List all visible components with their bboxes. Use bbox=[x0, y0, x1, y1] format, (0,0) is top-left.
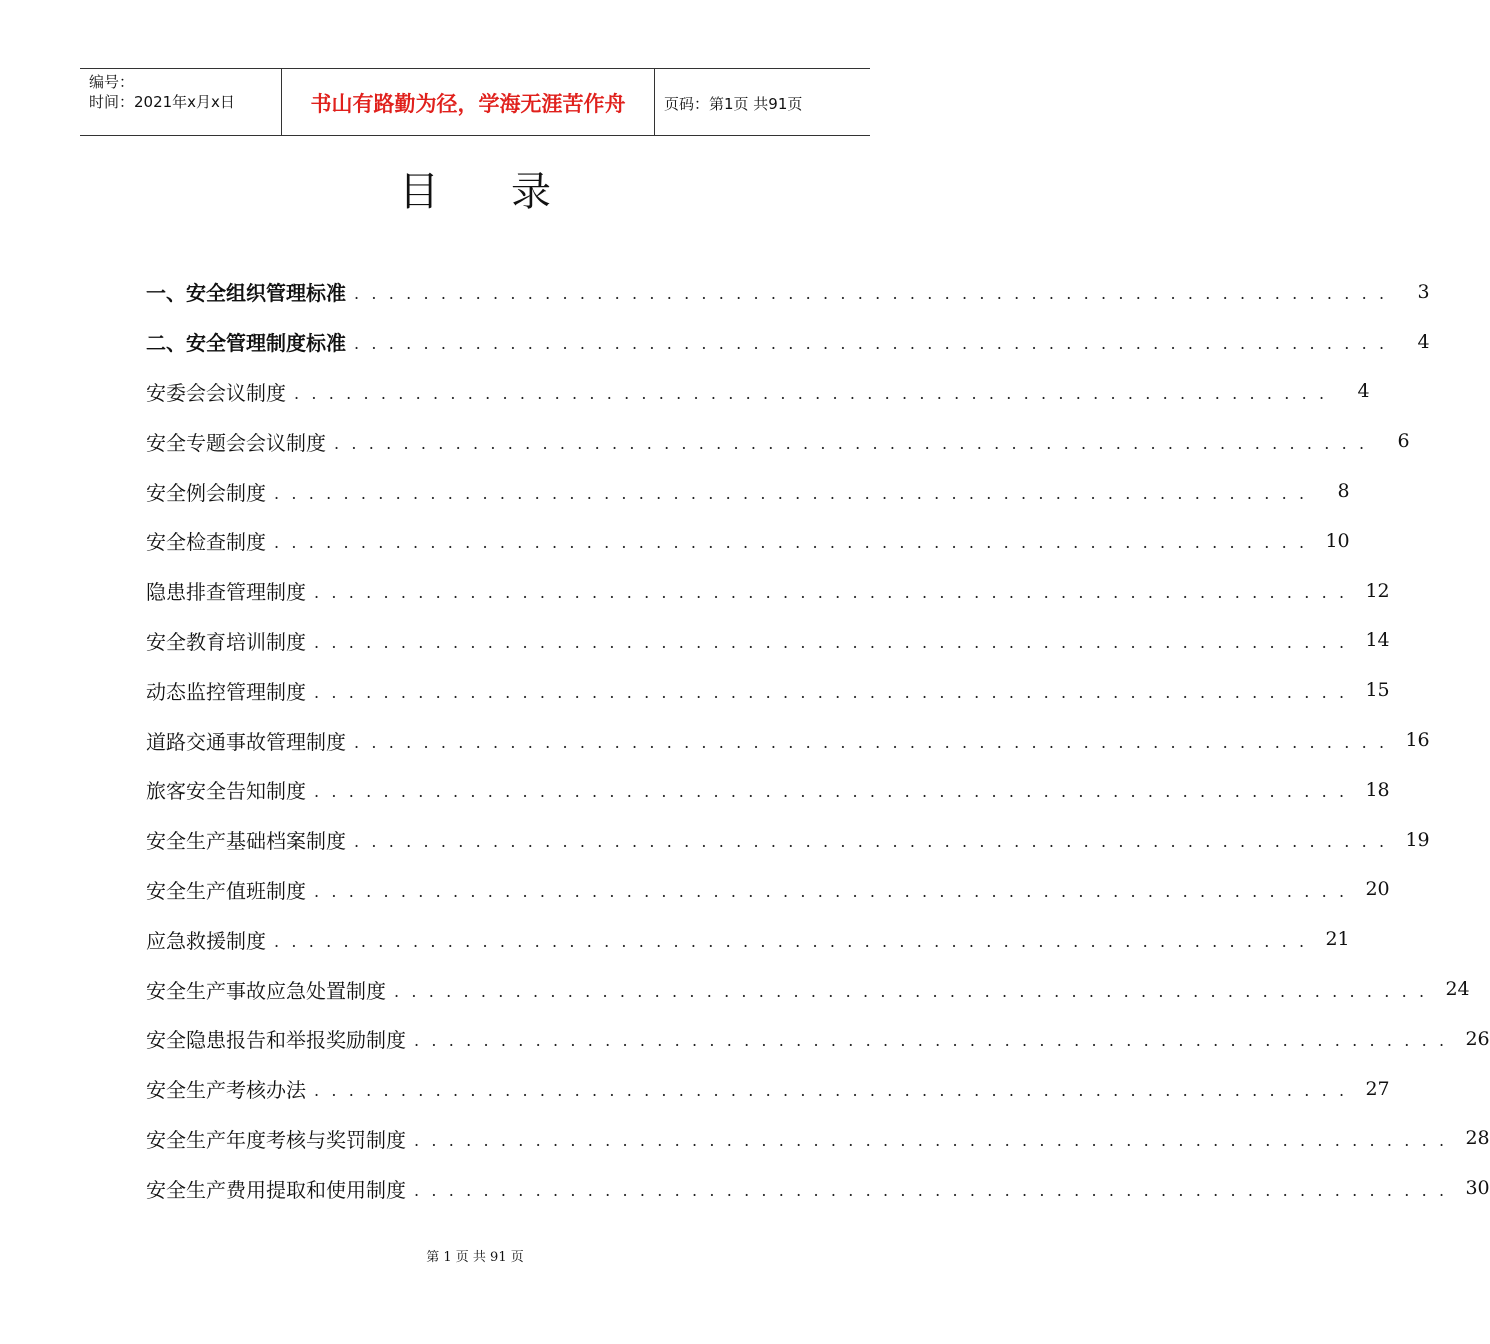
toc-dot-leader: . . . . . . . . . . . . . . . . . . . . . . . . . . . . . . . . . . . . . . . . . . . . . . . . . . . . . . . . . . . . bbox=[314, 682, 1348, 702]
document-number-label: 编号： bbox=[89, 73, 135, 91]
toc-entry-title: 安全教育培训制度 bbox=[146, 629, 306, 654]
toc-entry-title: 动态监控管理制度 bbox=[146, 679, 306, 704]
toc-entry-title: 安全生产年度考核与奖罚制度 bbox=[146, 1127, 406, 1152]
toc-entry-page: 28 bbox=[1465, 1127, 1490, 1150]
toc-entry-page: 14 bbox=[1365, 629, 1390, 652]
toc-entry[interactable] bbox=[146, 566, 1390, 616]
document-date-label: 时间：2021年x月x日 bbox=[89, 93, 235, 111]
toc-entry-page: 8 bbox=[1337, 480, 1350, 503]
toc-dot-leader: . . . . . . . . . . . . . . . . . . . . . . . . . . . . . . . . . . . . . . . . . . . . . . . . . . . . . . . . . . . . bbox=[314, 1081, 1348, 1101]
toc-entry-title: 安全隐患报告和举报奖励制度 bbox=[146, 1028, 406, 1053]
toc-dot-leader: . . . . . . . . . . . . . . . . . . . . . . . . . . . . . . . . . . . . . . . . . . . . . . . . . . . . . . . . . . . . bbox=[274, 533, 1308, 553]
toc-dot-leader: . . . . . . . . . . . . . . . . . . . . . . . . . . . . . . . . . . . . . . . . . . . . . . . . . . . . . . . . . . . . bbox=[334, 433, 1368, 453]
toc-entry[interactable] bbox=[146, 665, 1390, 715]
toc-entry-title: 安委会会议制度 bbox=[146, 380, 286, 405]
toc-dot-leader: . . . . . . . . . . . . . . . . . . . . . . . . . . . . . . . . . . . . . . . . . . . . . . . . . . . . . . . . . . . . bbox=[414, 1031, 1448, 1051]
toc-dot-leader: . . . . . . . . . . . . . . . . . . . . . . . . . . . . . . . . . . . . . . . . . . . . . . . . . . . . . . . . . . . . bbox=[354, 334, 1388, 354]
toc-dot-leader: . . . . . . . . . . . . . . . . . . . . . . . . . . . . . . . . . . . . . . . . . . . . . . . . . . . . . . . . . . . . bbox=[314, 583, 1348, 603]
toc-entry[interactable] bbox=[146, 1014, 1490, 1064]
toc-entry[interactable] bbox=[146, 914, 1350, 964]
toc-dot-leader: . . . . . . . . . . . . . . . . . . . . . . . . . . . . . . . . . . . . . . . . . . . . . . . . . . . . . . . . . . . . bbox=[414, 1130, 1448, 1150]
toc-entry[interactable] bbox=[146, 516, 1350, 566]
document-header bbox=[80, 68, 870, 136]
toc-dot-leader: . . . . . . . . . . . . . . . . . . . . . . . . . . . . . . . . . . . . . . . . . . . . . . . . . . . . . . . . . . . . bbox=[314, 632, 1348, 652]
toc-entry-title: 旅客安全告知制度 bbox=[146, 779, 306, 804]
toc-entry-page: 24 bbox=[1445, 978, 1470, 1001]
toc-dot-leader: . . . . . . . . . . . . . . . . . . . . . . . . . . . . . . . . . . . . . . . . . . . . . . . . . . . . . . . . . . . . bbox=[274, 931, 1308, 951]
toc-entry[interactable] bbox=[146, 616, 1390, 666]
toc-dot-leader: . . . . . . . . . . . . . . . . . . . . . . . . . . . . . . . . . . . . . . . . . . . . . . . . . . . . . . . . . . . . bbox=[394, 981, 1428, 1001]
toc-dot-leader: . . . . . . . . . . . . . . . . . . . . . . . . . . . . . . . . . . . . . . . . . . . . . . . . . . . . . . . . . . . . bbox=[294, 383, 1328, 403]
toc-entry-title: 安全生产费用提取和使用制度 bbox=[146, 1177, 406, 1202]
toc-entry-title: 安全生产值班制度 bbox=[146, 878, 306, 903]
toc-entry-number: 二、 bbox=[146, 331, 186, 356]
toc-entry-page: 12 bbox=[1365, 579, 1390, 602]
toc-entry[interactable] bbox=[146, 367, 1370, 417]
toc-entry[interactable] bbox=[146, 466, 1350, 516]
toc-entry-title: 安全检查制度 bbox=[146, 530, 266, 555]
toc-entry-page: 16 bbox=[1405, 729, 1430, 752]
toc-entry-page: 26 bbox=[1465, 1027, 1490, 1050]
toc-entry-page: 10 bbox=[1325, 529, 1350, 552]
toc-entry-title: 安全生产考核办法 bbox=[146, 1078, 306, 1103]
toc-entry-page: 19 bbox=[1405, 828, 1430, 851]
toc-entry-page: 30 bbox=[1465, 1177, 1490, 1200]
toc-dot-leader: . . . . . . . . . . . . . . . . . . . . . . . . . . . . . . . . . . . . . . . . . . . . . . . . . . . . . . . . . . . . bbox=[354, 284, 1388, 304]
toc-entry-page: 4 bbox=[1357, 380, 1370, 403]
toc-entry[interactable] bbox=[146, 1114, 1490, 1164]
toc-dot-leader: . . . . . . . . . . . . . . . . . . . . . . . . . . . . . . . . . . . . . . . . . . . . . . . . . . . . . . . . . . . . bbox=[354, 732, 1388, 752]
toc-entry[interactable] bbox=[146, 317, 1430, 367]
toc-entry-title: 安全例会制度 bbox=[146, 480, 266, 505]
table-of-contents bbox=[146, 267, 1490, 1213]
header-page-info: 页码：第1页 共91页 bbox=[664, 94, 803, 113]
toc-entry[interactable] bbox=[146, 1163, 1490, 1213]
page-title: 目录 bbox=[399, 169, 623, 215]
toc-dot-leader: . . . . . . . . . . . . . . . . . . . . . . . . . . . . . . . . . . . . . . . . . . . . . . . . . . . . . . . . . . . . bbox=[354, 832, 1388, 852]
toc-entry-page: 27 bbox=[1365, 1077, 1390, 1100]
toc-entry-title: 隐患排查管理制度 bbox=[146, 580, 306, 605]
toc-entry-title: 应急救援制度 bbox=[146, 928, 266, 953]
toc-entry[interactable] bbox=[146, 1064, 1390, 1114]
toc-entry-title: 安全管理制度标准 bbox=[186, 331, 346, 356]
toc-entry[interactable] bbox=[146, 964, 1470, 1014]
page-footer: 第 1 页 共 91 页 bbox=[426, 1250, 524, 1265]
toc-entry-page: 15 bbox=[1365, 679, 1390, 702]
toc-entry[interactable] bbox=[146, 865, 1390, 915]
toc-entry-title: 安全生产事故应急处置制度 bbox=[146, 978, 386, 1003]
toc-dot-leader: . . . . . . . . . . . . . . . . . . . . . . . . . . . . . . . . . . . . . . . . . . . . . . . . . . . . . . . . . . . . bbox=[414, 1180, 1448, 1200]
toc-entry-title: 安全生产基础档案制度 bbox=[146, 829, 346, 854]
header-motto: 书山有路勤为径，学海无涯苦作舟 bbox=[282, 69, 655, 135]
toc-entry[interactable] bbox=[146, 267, 1430, 317]
toc-entry[interactable] bbox=[146, 416, 1410, 466]
header-meta-cell bbox=[80, 69, 282, 135]
toc-entry-title: 道路交通事故管理制度 bbox=[146, 729, 346, 754]
toc-entry-title: 安全组织管理标准 bbox=[186, 281, 346, 306]
toc-entry[interactable] bbox=[146, 715, 1430, 765]
toc-entry-page: 4 bbox=[1417, 330, 1430, 353]
toc-entry-page: 21 bbox=[1325, 928, 1350, 951]
toc-entry-page: 18 bbox=[1365, 778, 1390, 801]
toc-entry-page: 20 bbox=[1365, 878, 1390, 901]
toc-dot-leader: . . . . . . . . . . . . . . . . . . . . . . . . . . . . . . . . . . . . . . . . . . . . . . . . . . . . . . . . . . . . bbox=[274, 483, 1308, 503]
toc-dot-leader: . . . . . . . . . . . . . . . . . . . . . . . . . . . . . . . . . . . . . . . . . . . . . . . . . . . . . . . . . . . . bbox=[314, 881, 1348, 901]
toc-entry[interactable] bbox=[146, 815, 1430, 865]
toc-dot-leader: . . . . . . . . . . . . . . . . . . . . . . . . . . . . . . . . . . . . . . . . . . . . . . . . . . . . . . . . . . . . bbox=[314, 782, 1348, 802]
toc-entry-page: 3 bbox=[1417, 280, 1430, 303]
toc-entry-page: 6 bbox=[1397, 430, 1410, 453]
toc-entry-number: 一、 bbox=[146, 281, 186, 306]
toc-entry-title: 安全专题会会议制度 bbox=[146, 430, 326, 455]
toc-entry[interactable] bbox=[146, 765, 1390, 815]
